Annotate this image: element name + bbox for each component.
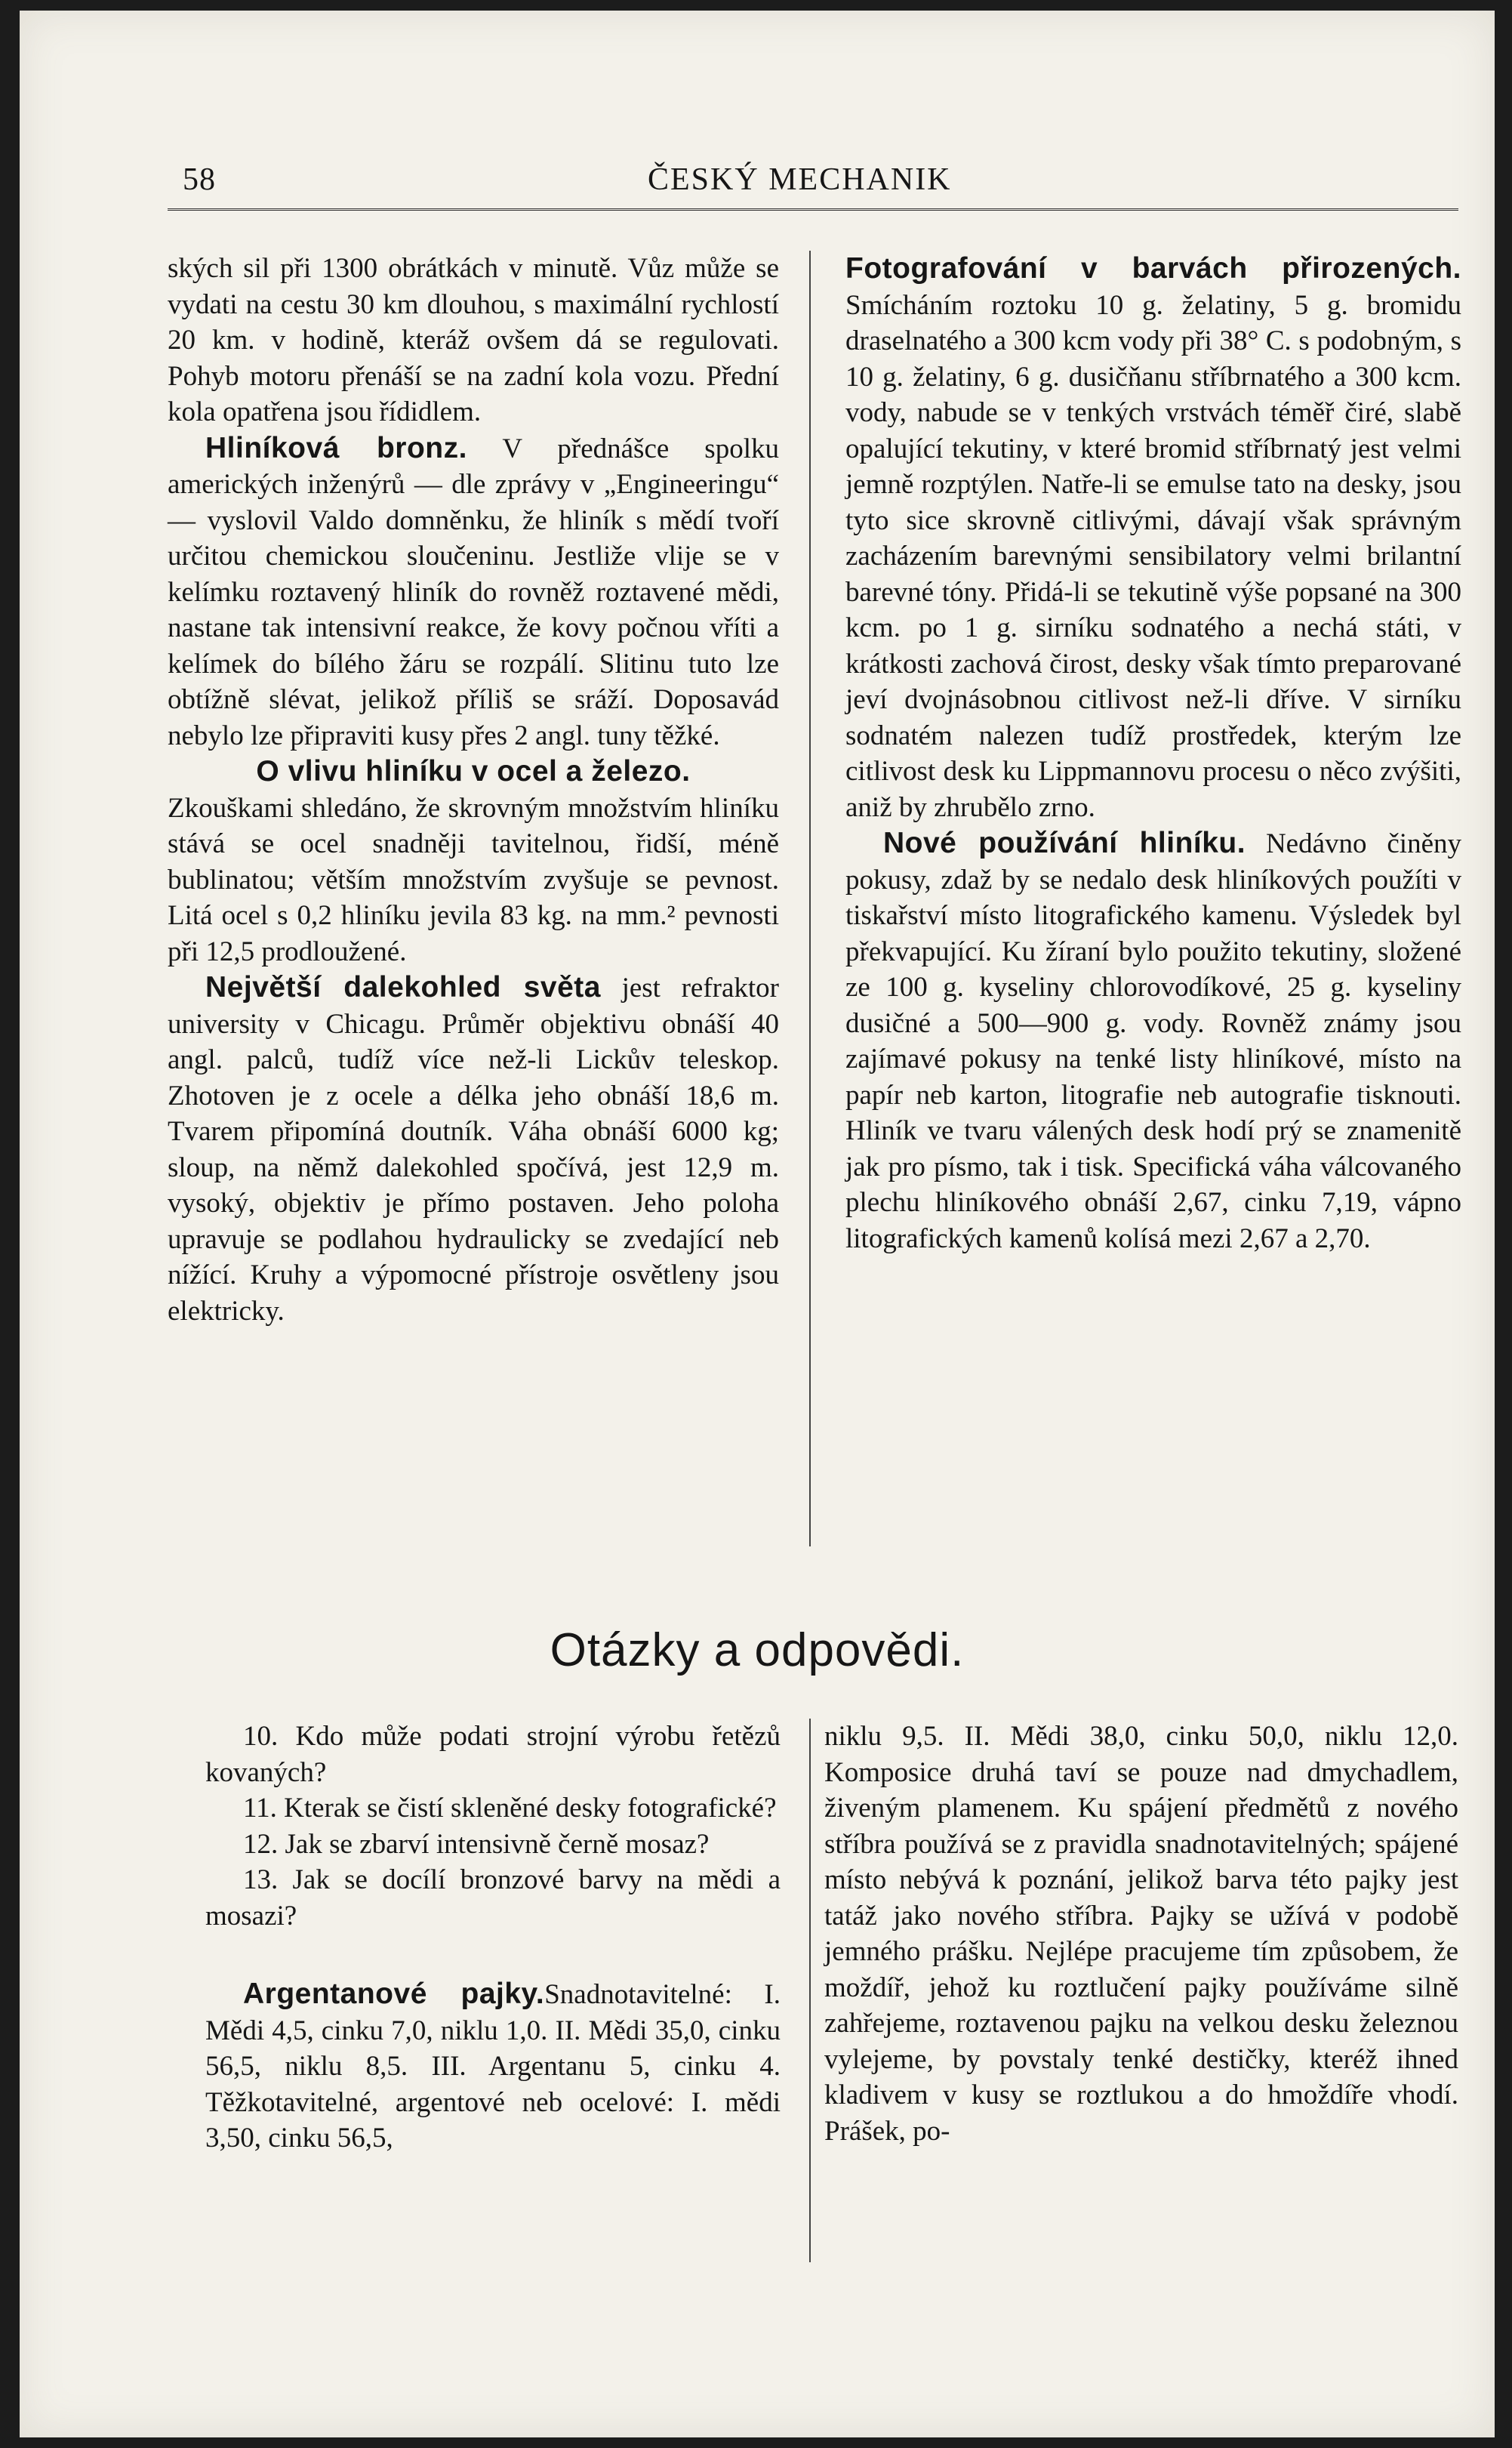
column-top-left <box>168 251 779 1329</box>
column-bottom-left <box>205 1719 781 2157</box>
paragraph: Zkouškami shledáno, že skrovným množstvím hliníku stává se ocel snadněji tavitelnou, řidší, méně bublinatou; větším množstvím zvyšuje se pevnost. Litá ocel s 0,2 hliníku jevila 83 kg. na mm.² pevnosti při 12,5 prodloužené. <box>168 792 779 967</box>
paragraph-title: Fotografování v barvách přirozených. <box>845 252 1461 285</box>
question: 12. Jak se zbarví intensivně černě mosaz? <box>243 1828 710 1860</box>
page-number: 58 <box>183 162 216 197</box>
running-title: ČESKÝ MECHANIK <box>648 162 952 197</box>
column-divider <box>809 1719 811 2262</box>
paragraph: Největší dalekohled světa jest refraktor university v Chicagu. Průměr objektivu obnáší 40 angl. palců, tudíž více než-li Lickův teleskop. Zhotoven je z ocele a délka jeho obnáší 18,6 m. Tvarem připomíná doutník. Váha obnáší 6000 kg; sloup, na němž dalekohled spočívá, jest 12,9 m. vysoký, objektiv je přímo postaven. Jeho poloha upravuje se podlahou hydraulicky se zvedající neb nížící. Kruhy a výpomocné přístroje osvětleny jsou elektricky. <box>168 971 779 1327</box>
page-header <box>168 154 1458 199</box>
question: 13. Jak se docílí bronzové barvy na mědi a mosazi? <box>205 1864 781 1932</box>
paragraph: Fotografování v barvách přirozených. Smícháním roztoku 10 g. želatiny, 5 g. bromidu draselnatého a 300 kcm vody při 38° C. s podobným, s 10 g. želatiny, 6 g. dusičňanu stříbrnatého a 300 kcm. vody, nabude se v tenkých vrstvách téměř čiré, slabě opalující tekutiny, v které bromid stříbrnatý jest velmi jemně rozptýlen. Natře-li se emulse tato na desky, jsou tyto sice skrovně citlivými, dávají však správným zacházením barevnými sensibilatory velmi brilantní barevné tóny. Přidá-li se tekutině výše popsané na 300 kcm. po 1 g. sirníku sodnatého a nechá státi, v krátkosti zachová čirost, desky však tímto preparované jeví dvojnásobnou citlivost než-li dříve. V sirníku sodnatém nalezen tudíž prostředek, kterým lze citlivost desk ku Lippmannovu procesu o něco zvýšiti, aniž by zhrubělo zrno. <box>845 252 1461 823</box>
paragraph: ských sil při 1300 obrátkách v minutě. Vůz může se vydati na cestu 30 km dlouhou, s maximální rychlostí 20 km. v hodině, kteráž ovšem dá se regulovati. Pohyb motoru přenáší se na zadní kola vozu. Přední kola opatřena jsou řídidlem. <box>168 253 779 427</box>
column-top-right <box>845 251 1461 1256</box>
paragraph-title: Nové používání hliníku. <box>883 827 1246 859</box>
column-divider <box>809 251 811 1546</box>
paragraph: Nové používání hliníku. Nedávno činěny pokusy, zdaž by se nedalo desk hliníkových použíti v tiskařství místo litografického kamenu. Výsledek byl překvapující. Ku žíraní bylo použito tekutiny, složené ze 100 g. kyseliny chlorovodíkové, 25 g. kyseliny dusičné a 500—900 g. vody. Rovněž známy jsou zajímavé pokusy na tenké listy hliníkové, místo na papír neb karton, litografie neb autografie tisknouti. Hliník ve tvaru válených desk hodí prý se znamenitě jak pro písmo, tak i tisk. Specifická váha válcovaného plechu hliníkového obnáší 2,67, cinku 7,19, vápno litografických kamenů kolísá mezi 2,67 a 2,70. <box>845 827 1461 1254</box>
section-heading: O vlivu hliníku v ocel a železo. <box>256 755 691 788</box>
answer-paragraph: niklu 9,5. II. Mědi 38,0, cinku 50,0, niklu 12,0. Komposice druhá taví se pouze nad dmychadlem, živeným plamenem. Ku spájení předmětů z nového stříbra používá se z pravidla snadnotavitelných; spájené místo nebývá k poznání, jelikož barva této pajky jest tatáž jako nového stříbra. Pajky se užívá v podobě jemného prášku. Nejlépe pracujeme tím způsobem, že moždíř, jehož ku roztlučení pajky používáme silně zahřejeme, roztavenou pajku na velkou desku železnou vylejeme, by povstaly tenké destičky, kteréž ihned kladivem v kusy se roztlukou a do hmoždíře vhodí. Prášek, po- <box>824 1721 1458 2147</box>
section-title: Otázky a odpovědi. <box>550 1624 965 1676</box>
header-rule <box>168 208 1458 211</box>
paragraph-title: Největší dalekohled světa <box>205 971 601 1004</box>
paragraph-title: Argentanové pajky. <box>243 1978 545 2010</box>
paragraph-title: Hliníková bronz. <box>205 431 467 464</box>
column-bottom-right <box>824 1719 1458 2149</box>
question: 11. Kterak se čistí skleněné desky fotografické? <box>243 1793 777 1824</box>
answer-paragraph: Argentanové pajky.Snadnotavitelné: I. Mědi 4,5, cinku 7,0, niklu 1,0. II. Mědi 35,0, cinku 56,5, niklu 8,5. III. Argentanu 5, cinku 4. Těžkotavitelné, argentové neb ocelové: I. mědi 3,50, cinku 56,5, <box>205 1978 781 2154</box>
paragraph: Hliníková bronz. V přednášce spolku amerických inženýrů — dle zprávy v „Engineeringu“ — vyslovil Valdo domněnku, že hliník s mědí tvoří určitou chemickou sloučeninu. Jestliže vlije se v kelímku roztavený hliník do rovněž roztavené mědi, nastane tak intensivní reakce, že kovy počnou vříti a kelímek do bílého žáru se rozpálí. Slitinu tuto lze obtížně slévat, jelikož příliš se sráží. Doposavád nebylo lze připraviti kusy přes 2 angl. tuny těžké. <box>168 431 779 751</box>
page <box>20 11 1495 2437</box>
question: 10. Kdo může podati strojní výrobu řetězů kovaných? <box>205 1721 781 1788</box>
